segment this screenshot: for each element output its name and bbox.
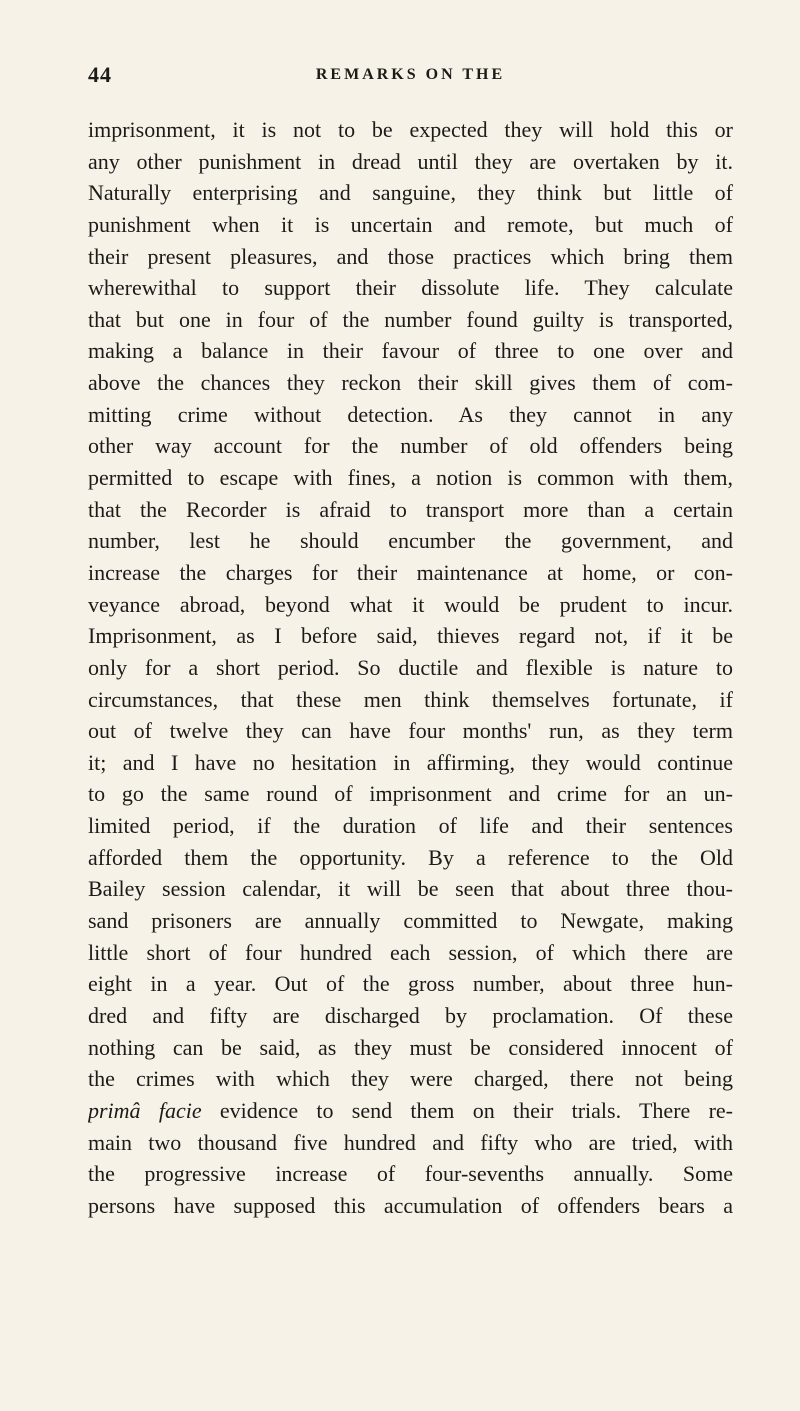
text-line: only for a short period. So ductile and flexible is nature to xyxy=(88,654,733,680)
text-line: permitted to escape with fines, a notion is common with them, xyxy=(88,465,733,491)
text-line: Bailey session calendar, it will be seen that about three thou- xyxy=(88,876,733,902)
text-line: any other punishment in dread until they are overtaken by it. xyxy=(88,148,733,174)
text-line: nothing can be said, as they must be considered innocent of xyxy=(88,1034,733,1060)
text-line: mitting crime without detection. As they cannot in any xyxy=(88,401,733,427)
line-rest: evidence to send them on their trials. There re- xyxy=(201,1097,733,1123)
italic-phrase: primâ facie xyxy=(88,1097,202,1123)
text-line: veyance abroad, beyond what it would be prudent to incur. xyxy=(88,591,733,617)
running-head: REMARKS ON THE xyxy=(315,66,506,83)
text-line: imprisonment, it is not to be expected they will hold this or xyxy=(88,117,733,142)
text-line: circumstances, that these men think themselves fortunate, if xyxy=(88,686,733,712)
text-line: wherewithal to support their dissolute life. They calculate xyxy=(88,275,733,301)
text-line: to go the same round of imprisonment and crime for an un- xyxy=(88,781,733,807)
text-line xyxy=(88,1095,733,1127)
text-line: other way account for the number of old offenders being xyxy=(88,433,733,459)
text-line: number, lest he should encumber the government, and xyxy=(88,528,733,554)
text-line: the crimes with which they were charged, there not being xyxy=(88,1066,733,1092)
text-line: little short of four hundred each session, of which there are xyxy=(88,939,733,965)
text-line: sand prisoners are annually committed to Newgate, making xyxy=(88,908,733,934)
text-line: the progressive increase of four-sevenths annually. Some xyxy=(88,1161,733,1187)
text-line: that but one in four of the number found guilty is transported, xyxy=(88,306,733,332)
text-line: persons have supposed this accumulation of offenders bears a xyxy=(88,1192,733,1218)
text-line: increase the charges for their maintenance at home, or con- xyxy=(88,559,733,585)
text-line: above the chances they reckon their skill gives them of com- xyxy=(88,370,733,396)
text-line: Naturally enterprising and sanguine, they think but little of xyxy=(88,180,733,206)
text-line: punishment when it is uncertain and remote, but much of xyxy=(88,211,733,237)
body-text xyxy=(88,114,733,1221)
text-line: making a balance in their favour of three to one over and xyxy=(88,338,733,364)
page-number: 44 xyxy=(88,62,112,87)
text-line: dred and fifty are discharged by proclamation. Of these xyxy=(88,1002,733,1028)
text-line: limited period, if the duration of life and their sentences xyxy=(88,813,733,839)
text-line: their present pleasures, and those practices which bring them xyxy=(88,243,733,269)
text-line: afforded them the opportunity. By a reference to the Old xyxy=(88,844,733,870)
text-line: Imprisonment, as I before said, thieves regard not, if it be xyxy=(88,623,733,649)
page-header xyxy=(88,62,733,102)
text-line: that the Recorder is afraid to transport more than a certain xyxy=(88,496,733,522)
text-line: main two thousand five hundred and fifty who are tried, with xyxy=(88,1129,733,1155)
text-line: eight in a year. Out of the gross number, about three hun- xyxy=(88,971,733,997)
text-line: it; and I have no hesitation in affirming, they would continue xyxy=(88,749,733,775)
text-line: out of twelve they can have four months' run, as they term xyxy=(88,718,733,744)
